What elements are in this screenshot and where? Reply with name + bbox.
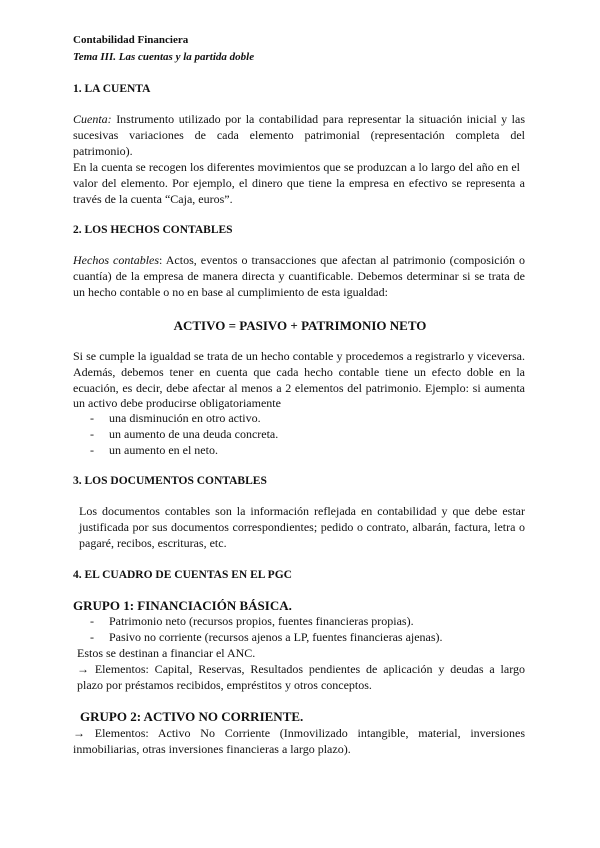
section-2-line-3: un hecho contable o no en base al cumplimiento de esta igualdad: <box>73 285 388 299</box>
group-1-line-1: Estos se destinan a financiar el ANC. <box>77 646 256 660</box>
section-1-line-6: través de la cuenta “Caja, euros”. <box>73 192 233 206</box>
section-2-line-6: ecuación, es decir, debe afectar al menos a 2 elementos del patrimonio. Ejemplo: si aumenta <box>73 381 525 395</box>
term-cuenta: Cuenta: <box>73 112 112 126</box>
section-3-title: 3. LOS DOCUMENTOS CONTABLES <box>73 475 267 487</box>
section-2-line-2: cuantía) de la empresa de manera directa y cuantificable. Debemos determinar si se trata de <box>73 269 525 283</box>
group-2-line-2: inmobiliarias, otras inversiones financieras a largo plazo). <box>73 742 351 756</box>
section-1-line-2: sucesivas variaciones de cada elemento patrimonial (representación completa del <box>73 128 525 142</box>
section-3-line-1: Los documentos contables son la información reflejada en contabilidad y que debe estar <box>79 504 525 518</box>
section-3-line-2: justificada por sus documentos correspondientes; pedido o contrato, albarán, factura, letra o <box>79 520 525 534</box>
group-1-line-2: → Elementos: Capital, Reservas, Resultados pendientes de aplicación y deudas a largo <box>77 662 525 676</box>
list-item: una disminución en otro activo. <box>109 411 261 425</box>
section-2-line-1 <box>73 253 525 268</box>
bullet-dash: - <box>90 443 94 457</box>
group-1-title: GRUPO 1: FINANCIACIÓN BÁSICA. <box>73 598 292 613</box>
paragraph-text: : Actos, eventos o transacciones que afectan al patrimonio (composición o <box>159 253 526 267</box>
section-2-line-4: Si se cumple la igualdad se trata de un hecho contable y procedemos a registrarlo y viceversa. <box>73 349 525 363</box>
bullet-dash: - <box>90 411 94 425</box>
accounting-equation: ACTIVO = PASIVO + PATRIMONIO NETO <box>173 318 427 333</box>
section-1-line-5: valor del elemento. Por ejemplo, el dinero que tiene la empresa en efectivo se representa a <box>73 176 525 190</box>
list-item: un aumento de una deuda concreta. <box>109 427 279 441</box>
bullet-dash: - <box>90 630 94 644</box>
section-1-line-4: En la cuenta se recogen los diferentes movimientos que se produzcan a lo largo del año en el <box>73 160 520 174</box>
list-item: Pasivo no corriente (recursos ajenos a LP, fuentes financieras ajenas). <box>109 630 443 644</box>
section-4-title: 4. EL CUADRO DE CUENTAS EN EL PGC <box>73 569 292 581</box>
group-2-title: GRUPO 2: ACTIVO NO CORRIENTE. <box>80 709 304 724</box>
section-2-title: 2. LOS HECHOS CONTABLES <box>73 224 233 236</box>
group-1-line-3: plazo por préstamos recibidos, empréstitos y otros conceptos. <box>77 678 372 692</box>
topic-title: Tema III. Las cuentas y la partida doble <box>73 51 255 63</box>
course-title: Contabilidad Financiera <box>73 34 189 46</box>
paragraph-text: Instrumento utilizado por la contabilidad para representar la situación inicial y las <box>116 112 525 126</box>
list-item: Patrimonio neto (recursos propios, fuentes financieras propias). <box>109 614 414 628</box>
section-1-line-1 <box>73 112 525 127</box>
section-3-line-3: pagaré, recibos, escrituras, etc. <box>79 536 227 550</box>
bullet-dash: - <box>90 614 94 628</box>
bullet-dash: - <box>90 427 94 441</box>
section-1-title: 1. LA CUENTA <box>73 83 151 95</box>
section-1-line-3: patrimonio). <box>73 144 133 158</box>
section-2-line-5: Además, debemos tener en cuenta que cada hecho contable tiene un efecto doble en la <box>73 365 525 379</box>
group-2-line-1: → Elementos: Activo No Corriente (Inmovilizado intangible, material, inversiones <box>73 726 525 740</box>
term-hechos-contables: Hechos contables <box>73 253 160 267</box>
section-2-line-7: un activo debe producirse obligatoriamente <box>73 396 281 410</box>
list-item: un aumento en el neto. <box>109 443 218 457</box>
